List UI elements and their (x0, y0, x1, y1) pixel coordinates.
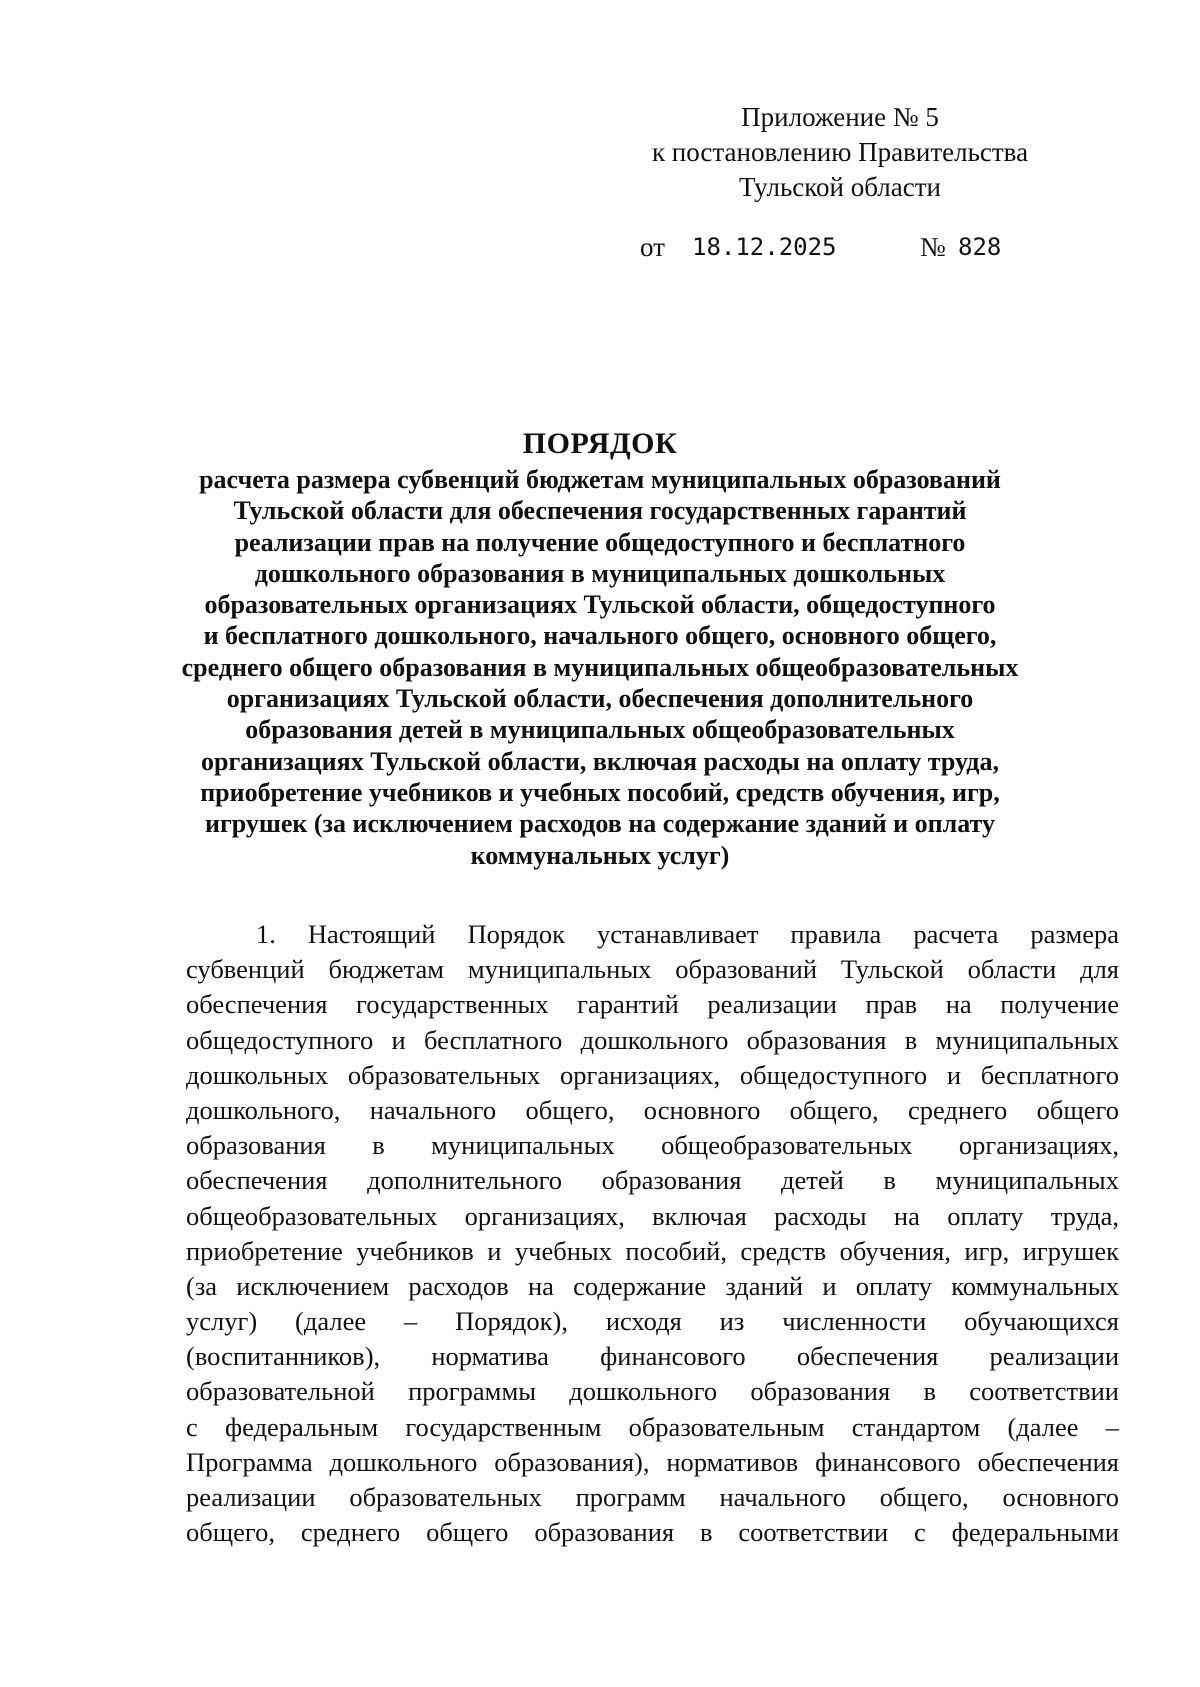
body-line: (за исключением расходов на содержание зданий и оплату коммунальных (186, 1270, 1119, 1301)
number-sign: № (920, 232, 946, 262)
body-line: образования в муниципальных общеобразовательных организациях, (186, 1130, 1119, 1161)
appendix-line-1: Приложение № 5 (741, 102, 939, 132)
appendix-header (640, 100, 1040, 205)
body-paragraph (186, 917, 1119, 1550)
resolution-date: 18.12.2025 (692, 233, 837, 261)
document-title (160, 424, 1040, 871)
appendix-line-3: Тульской области (739, 172, 941, 202)
body-line: обеспечения государственных гарантий реализации прав на получение (186, 989, 1119, 1020)
resolution-dateline (640, 232, 1040, 272)
title-line: расчета размера субвенций бюджетам муниципальных образований (199, 465, 1001, 494)
body-line: общего, среднего общего образования в соответствии с федеральными (186, 1517, 1119, 1548)
body-line: общедоступного и бесплатного дошкольного образования в муниципальных (186, 1024, 1119, 1055)
title-main: ПОРЯДОК (522, 427, 678, 460)
title-subtitle (160, 464, 1040, 871)
body-line: (воспитанников), норматива финансового обеспечения реализации (186, 1341, 1119, 1372)
title-line: коммунальных услуг) (470, 840, 730, 870)
appendix-line-2: к постановлению Правительства (651, 137, 1029, 167)
title-line: реализации прав на получение общедоступного и бесплатного (234, 527, 966, 557)
title-line: и бесплатного дошкольного, начального общего, основного общего, (203, 621, 997, 651)
title-line: игрушек (за исключением расходов на содержание зданий и оплату (205, 809, 995, 839)
body-line: образовательной программы дошкольного образования в соответствии (186, 1376, 1119, 1407)
body-line: услуг) (далее – Порядок), исходя из численности обучающихся (186, 1306, 1119, 1337)
body-line: 1. Настоящий Порядок устанавливает правила расчета размера (256, 919, 1119, 949)
body-line: реализации образовательных программ начального общего, основного (186, 1482, 1119, 1512)
title-line: среднего общего образования в муниципальных общеобразовательных (181, 652, 1019, 682)
title-line: образования детей в муниципальных общеобразовательных (245, 715, 955, 745)
title-line: организациях Тульской области, обеспечения дополнительного (226, 684, 974, 714)
date-prefix: от (640, 232, 665, 262)
body-line: общеобразовательных организациях, включая расходы на оплату труда, (186, 1200, 1119, 1231)
body-line: дошкольного, начального общего, основного общего, среднего общего (186, 1094, 1119, 1125)
title-line: приобретение учебников и учебных пособий, средств обучения, игр, (200, 777, 1000, 807)
body-line: обеспечения дополнительного образования детей в муниципальных (186, 1165, 1119, 1196)
body-line: Программа дошкольного образования), нормативов финансового обеспечения (186, 1446, 1119, 1477)
title-line: организациях Тульской области, включая расходы на оплату труда, (201, 746, 999, 776)
body-line: приобретение учебников и учебных пособий, средств обучения, игр, игрушек (186, 1235, 1119, 1266)
body-line: дошкольных образовательных организациях, общедоступного и бесплатного (186, 1059, 1119, 1090)
title-line: Тульской области для обеспечения государственных гарантий (233, 496, 967, 526)
body-line: с федеральным государственным образовательным стандартом (далее – (186, 1411, 1119, 1442)
title-line: дошкольного образования в муниципальных дошкольных (254, 558, 946, 588)
resolution-number: 828 (958, 233, 1002, 261)
title-line: образовательных организациях Тульской области, общедоступного (204, 590, 996, 620)
body-line: субвенций бюджетам муниципальных образований Тульской области для (186, 954, 1119, 985)
